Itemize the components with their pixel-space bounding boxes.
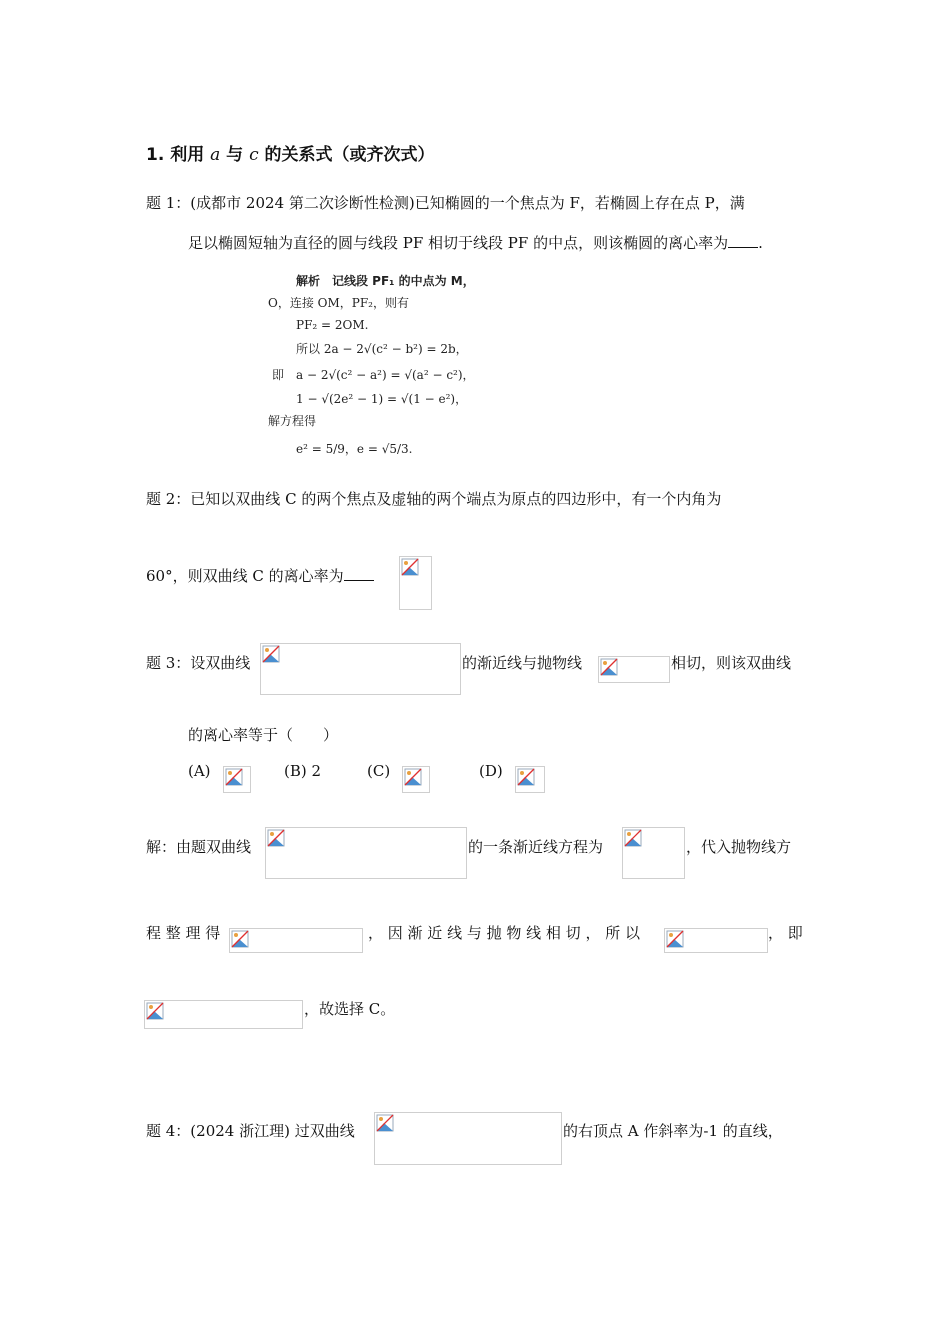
section-heading: [146, 140, 435, 165]
q3-option-c-label: (C): [367, 762, 391, 780]
sol3-result-image: [144, 1000, 303, 1029]
q1-line2-text: 足以椭圆短轴为直径的圆与线段 PF 相切于线段 PF 的中点，则该椭圆的离心率为: [188, 234, 729, 252]
q1-line2-end: .: [758, 234, 763, 252]
q2-formula-image: [399, 556, 432, 610]
sol3-condition-image: [664, 928, 768, 953]
sol3-hyperbola-image: [265, 827, 467, 879]
solution-line-8: e² = 5/9，e = √5/3.: [296, 442, 413, 456]
sol3-equation-image: [229, 928, 363, 953]
q4-part1: 题 4：(2024 浙江理) 过双曲线: [146, 1122, 355, 1140]
q3-parabola-formula-image: [598, 656, 670, 683]
broken-image-icon: [624, 829, 642, 847]
q3-part1: 题 3：设双曲线: [146, 654, 251, 672]
q3-option-b: (B) 2: [284, 762, 322, 780]
sol3-part5: ， 因 渐 近 线 与 抛 物 线 相 切 ， 所 以: [368, 924, 640, 942]
heading-prefix: 1. 利用: [146, 145, 211, 165]
broken-image-icon: [376, 1114, 394, 1132]
q3-part2: 的渐近线与抛物线: [462, 654, 583, 672]
solution-image: [268, 272, 496, 468]
sol3-part3: ，代入抛物线方: [686, 838, 792, 856]
q2-line2: [146, 565, 374, 586]
heading-suffix: 的关系式（或齐次式）: [258, 145, 435, 165]
q1-answer-blank: [728, 233, 758, 248]
q2-line1: 题 2：已知以双曲线 C 的两个焦点及虚轴的两个端点为原点的四边形中，有一个内角为: [146, 490, 722, 508]
q3-option-a-label: (A): [188, 762, 211, 780]
solution-line-7: 解方程得: [268, 414, 317, 428]
broken-image-icon: [225, 768, 243, 786]
solution-line-1: 解析 记线段 PF₁ 的中点为 M，: [296, 274, 475, 288]
q3-line2: 的离心率等于（ ）: [188, 726, 339, 744]
solution-line-4: 所以 2a − 2√(c² − b²) = 2b，: [296, 342, 468, 356]
q1-line1: 题 1：(成都市 2024 第二次诊断性检测)已知椭圆的一个焦点为 F，若椭圆上存在点 P，满: [146, 194, 745, 212]
heading-mid: 与: [220, 145, 250, 165]
broken-image-icon: [146, 1002, 164, 1020]
q2-answer-blank: [344, 566, 374, 581]
broken-image-icon: [231, 930, 249, 948]
q1-line2: [188, 232, 763, 253]
solution-line-6: 1 − √(2e² − 1) = √(1 − e²)，: [296, 392, 468, 406]
sol3-part1: 解：由题双曲线: [146, 838, 252, 856]
broken-image-icon: [404, 768, 422, 786]
broken-image-icon: [666, 930, 684, 948]
broken-image-icon: [267, 829, 285, 847]
q4-part2: 的右顶点 A 作斜率为-1 的直线，: [563, 1122, 783, 1140]
broken-image-icon: [262, 645, 280, 663]
sol3-part2: 的一条渐近线方程为: [468, 838, 604, 856]
q3-option-a-image: [223, 766, 251, 793]
sol3-asymptote-image: [622, 827, 685, 879]
heading-var-a: a: [210, 145, 221, 165]
q3-option-c-image: [402, 766, 430, 793]
sol3-part7: ，故选择 C。: [304, 1000, 396, 1018]
q3-hyperbola-formula-image: [260, 643, 461, 695]
sol3-part4: 程 整 理 得: [146, 924, 221, 942]
broken-image-icon: [517, 768, 535, 786]
q2-line2-text: 60°，则双曲线 C 的离心率为: [146, 567, 344, 585]
broken-image-icon: [401, 558, 419, 576]
heading-var-c: c: [249, 145, 259, 165]
solution-line-2: O，连接 OM，PF₂，则有: [268, 296, 409, 310]
q3-option-d-label: (D): [479, 762, 503, 780]
q3-part3: 相切，则该双曲线: [671, 654, 792, 672]
q3-option-d-image: [515, 766, 545, 793]
q4-hyperbola-image: [374, 1112, 562, 1165]
broken-image-icon: [600, 658, 618, 676]
sol3-part6: ， 即: [768, 924, 803, 942]
solution-line-5: 即 a − 2√(c² − a²) = √(a² − c²)，: [272, 368, 475, 382]
solution-line-3: PF₂ = 2OM.: [296, 318, 369, 332]
